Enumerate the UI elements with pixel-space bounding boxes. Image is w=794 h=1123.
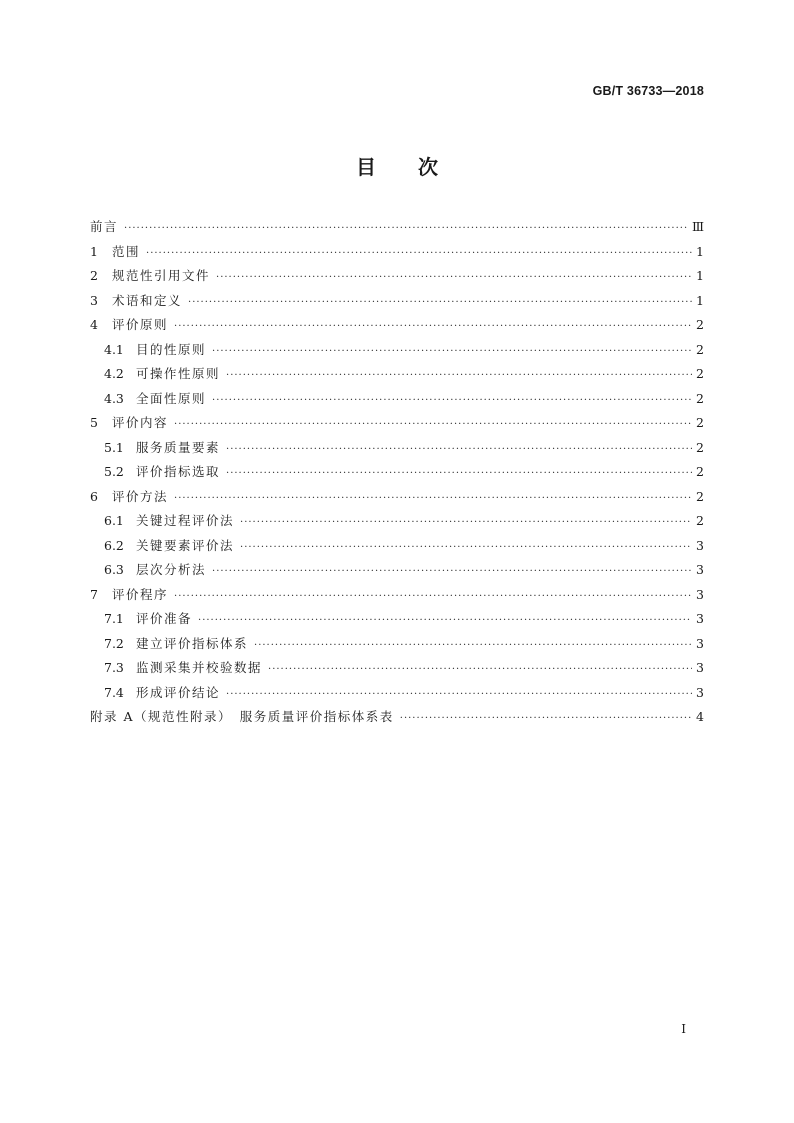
toc-entry-label: 评价准备: [136, 611, 193, 626]
toc-entry[interactable]: [90, 534, 704, 559]
toc-entry[interactable]: [90, 583, 704, 608]
toc-entry-number: 6: [90, 488, 98, 504]
dot-leader: [174, 487, 692, 512]
toc-entry-label: 规范性引用文件: [112, 268, 211, 283]
dot-leader: [212, 340, 692, 365]
toc-entry[interactable]: [90, 338, 704, 363]
toc-entry-label: 评价程序: [112, 586, 169, 602]
toc-entry[interactable]: [90, 240, 704, 265]
dot-leader: [212, 560, 692, 585]
toc-entry-label: 关键要素评价法: [136, 537, 235, 553]
toc-entry-page: 2: [696, 513, 704, 528]
dot-leader: [240, 536, 692, 561]
dot-leader: [226, 438, 692, 463]
toc-entry-label: 前言: [90, 219, 119, 234]
dot-leader: [216, 266, 692, 291]
toc-entry-number: 7.3: [104, 660, 124, 675]
toc-entry-page: 2: [696, 366, 704, 381]
toc-entry-page: 3: [696, 660, 704, 675]
toc-entry-label: 可操作性原则: [136, 366, 221, 381]
toc-entry-page: 2: [696, 464, 704, 479]
dot-leader: [212, 389, 692, 414]
toc-entry-page: 3: [696, 611, 704, 626]
toc-entry-number: 6.3: [104, 562, 124, 577]
title-char-2: 次: [418, 155, 438, 179]
toc-entry-number: 5: [90, 415, 98, 430]
toc-entry-number: 1: [90, 243, 98, 259]
title-char-1: 目: [356, 155, 376, 179]
toc-entry-number: 2: [90, 268, 98, 283]
toc-entry[interactable]: [90, 313, 704, 338]
toc-entry-number: 6.2: [104, 537, 124, 553]
toc-entry[interactable]: [90, 656, 704, 681]
toc-entry-label: 附录 A（规范性附录） 服务质量评价指标体系表: [90, 709, 394, 724]
toc-entry-label: 评价指标选取: [136, 464, 221, 479]
toc-entry-number: 7: [90, 586, 98, 602]
dot-leader: [198, 609, 692, 634]
dot-leader: [174, 413, 692, 438]
toc-entry-label: 评价方法: [112, 488, 169, 504]
toc-entry-page: 2: [696, 415, 704, 430]
dot-leader: [188, 291, 692, 316]
toc-entry-page: 3: [696, 562, 704, 577]
toc-entry-page: 1: [696, 243, 704, 259]
toc-entry-number: 6.1: [104, 513, 124, 528]
toc-entry-label: 关键过程评价法: [136, 513, 235, 528]
toc-entry-number: 3: [90, 292, 98, 308]
toc-entry-label: 范围: [112, 243, 141, 259]
toc-entry-page: 2: [696, 439, 704, 455]
toc-entry-label: 服务质量要素: [136, 439, 221, 455]
toc-entry[interactable]: [90, 485, 704, 510]
toc-entry[interactable]: [90, 460, 704, 485]
dot-leader: [146, 242, 692, 267]
dot-leader: [254, 634, 692, 659]
page-title: [0, 151, 794, 180]
dot-leader: [400, 707, 692, 732]
toc-entry-label: 全面性原则: [136, 390, 207, 406]
toc-entry[interactable]: [90, 607, 704, 632]
dot-leader: [268, 658, 692, 683]
toc-entry-number: 5.2: [104, 464, 124, 479]
dot-leader: [174, 315, 692, 340]
table-of-contents: [90, 215, 704, 730]
toc-entry-page: 3: [696, 684, 704, 700]
toc-entry[interactable]: [90, 215, 704, 240]
toc-entry-label: 评价内容: [112, 415, 169, 430]
toc-entry-label: 监测采集并校验数据: [136, 660, 263, 675]
dot-leader: [226, 364, 692, 389]
toc-entry[interactable]: [90, 289, 704, 314]
dot-leader: [226, 462, 692, 487]
toc-entry[interactable]: [90, 362, 704, 387]
toc-entry[interactable]: [90, 264, 704, 289]
toc-entry-page: 1: [696, 268, 704, 283]
toc-entry[interactable]: [90, 387, 704, 412]
toc-entry-page: 1: [696, 292, 704, 308]
toc-entry-page: 3: [696, 586, 704, 602]
toc-entry-page: Ⅲ: [691, 219, 704, 234]
dot-leader: [124, 217, 688, 242]
toc-entry-number: 4.1: [104, 341, 124, 357]
toc-entry-number: 7.2: [104, 635, 124, 651]
toc-entry-label: 评价原则: [112, 317, 169, 332]
toc-entry-label: 目的性原则: [136, 341, 207, 357]
dot-leader: [174, 585, 692, 610]
toc-entry[interactable]: [90, 681, 704, 706]
toc-entry-page: 3: [696, 537, 704, 553]
toc-entry-page: 2: [696, 488, 704, 504]
toc-entry-number: 4.3: [104, 390, 124, 406]
toc-entry-page: 4: [696, 709, 704, 724]
toc-entry-number: 5.1: [104, 439, 124, 455]
toc-entry-number: 4: [90, 317, 98, 332]
toc-entry[interactable]: [90, 558, 704, 583]
toc-entry-number: 4.2: [104, 366, 124, 381]
toc-entry-number: 7.1: [104, 611, 124, 626]
toc-entry[interactable]: [90, 632, 704, 657]
toc-entry[interactable]: [90, 411, 704, 436]
toc-entry-page: 2: [696, 317, 704, 332]
toc-entry-page: 2: [696, 390, 704, 406]
standard-code: GB/T 36733—2018: [592, 84, 704, 98]
page-number: I: [681, 1022, 686, 1036]
toc-entry-label: 层次分析法: [136, 562, 207, 577]
toc-entry-page: 3: [696, 635, 704, 651]
toc-entry-label: 建立评价指标体系: [136, 635, 249, 651]
toc-entry[interactable]: [90, 705, 704, 730]
toc-entry-label: 术语和定义: [112, 292, 183, 308]
toc-entry-page: 2: [696, 341, 704, 357]
toc-entry[interactable]: [90, 509, 704, 534]
dot-leader: [226, 683, 692, 708]
dot-leader: [240, 511, 692, 536]
toc-entry-number: 7.4: [104, 684, 124, 700]
toc-entry-label: 形成评价结论: [136, 684, 221, 700]
toc-entry[interactable]: [90, 436, 704, 461]
